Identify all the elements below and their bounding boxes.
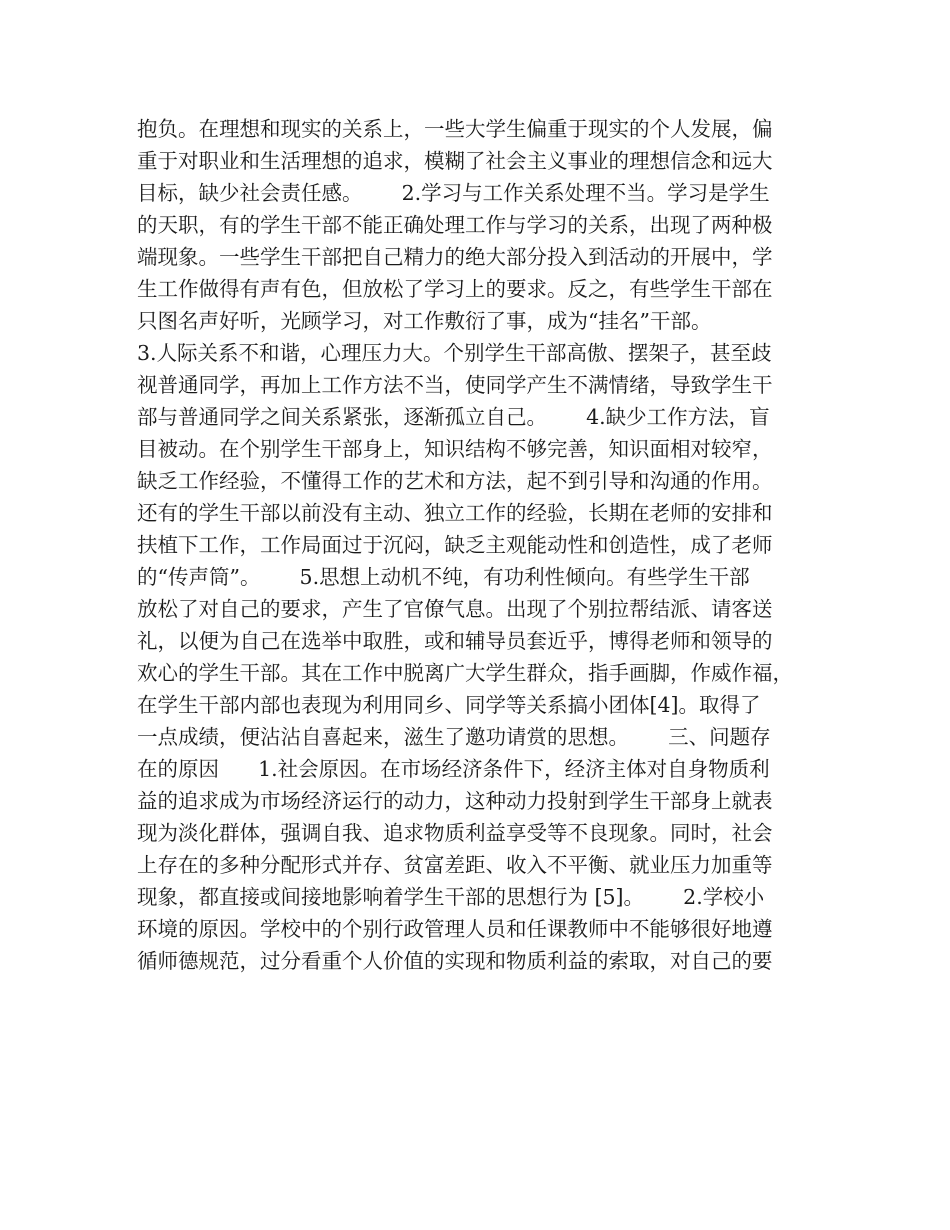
text-line: 部与普通同学之间关系紧张，逐渐孤立自己。 4.缺少工作方法，盲 — [137, 405, 770, 429]
text-line: 欢心的学生干部。其在工作中脱离广大学生群众，指手画脚，作威作福， — [137, 661, 793, 685]
text-line: 的天职，有的学生干部不能正确处理工作与学习的关系，出现了两种极 — [137, 213, 773, 237]
text-line: 目标，缺少社会责任感。 2.学习与工作关系处理不当。学习是学生 — [137, 181, 770, 205]
text-line: 只图名声好听，光顾学习，对工作敷衍了事，成为“挂名”干部。 — [137, 309, 712, 333]
text-line: 环境的原因。学校中的个别行政管理人员和任课教师中不能够很好地遵 — [137, 917, 773, 941]
text-line: 在学生干部内部也表现为利用同乡、同学等关系搞小团体[4]。取得了 — [137, 693, 761, 717]
text-line: 缺乏工作经验，不懂得工作的艺术和方法，起不到引导和沟通的作用。 — [137, 469, 773, 493]
text-line: 3.人际关系不和谐，心理压力大。个别学生干部高傲、摆架子，甚至歧 — [137, 341, 772, 365]
text-line: 一点成绩，便沾沾自喜起来，滋生了邀功请赏的思想。 三、问题存 — [137, 725, 771, 749]
text-line: 放松了对自己的要求，产生了官僚气息。出现了个别拉帮结派、请客送 — [137, 597, 773, 621]
text-line: 生工作做得有声有色，但放松了学习上的要求。反之，有些学生干部在 — [137, 277, 773, 301]
text-line: 的“传声筒”。 5.思想上动机不纯，有功利性倾向。有些学生干部 — [137, 565, 750, 589]
text-line: 扶植下工作，工作局面过于沉闷，缺乏主观能动性和创造性，成了老师 — [137, 533, 773, 557]
text-line: 还有的学生干部以前没有主动、独立工作的经验，长期在老师的安排和 — [137, 501, 773, 525]
text-line: 现象，都直接或间接地影响着学生干部的思想行为 [5]。 2.学校小 — [137, 885, 765, 909]
text-line: 礼，以便为自己在选举中取胜，或和辅导员套近乎，博得老师和领导的 — [137, 629, 773, 653]
text-line: 重于对职业和生活理想的追求，模糊了社会主义事业的理想信念和远大 — [137, 149, 773, 173]
text-line: 上存在的多种分配形式并存、贫富差距、收入不平衡、就业压力加重等 — [137, 853, 773, 877]
text-line: 在的原因 1.社会原因。在市场经济条件下，经济主体对自身物质利 — [137, 757, 770, 781]
text-line: 抱负。在理想和现实的关系上，一些大学生偏重于现实的个人发展，偏 — [137, 117, 773, 141]
text-line: 益的追求成为市场经济运行的动力，这种动力投射到学生干部身上就表 — [137, 789, 773, 813]
text-line: 循师德规范，过分看重个人价值的实现和物质利益的索取，对自己的要 — [137, 949, 773, 973]
text-line: 视普通同学，再加上工作方法不当，使同学产生不满情绪，导致学生干 — [137, 373, 773, 397]
text-line: 端现象。一些学生干部把自己精力的绝大部分投入到活动的开展中，学 — [137, 245, 773, 269]
text-line: 现为淡化群体，强调自我、追求物质利益享受等不良现象。同时，社会 — [137, 821, 773, 845]
text-line: 目被动。在个别学生干部身上，知识结构不够完善，知识面相对较窄， — [137, 437, 773, 461]
body-text — [137, 113, 827, 977]
